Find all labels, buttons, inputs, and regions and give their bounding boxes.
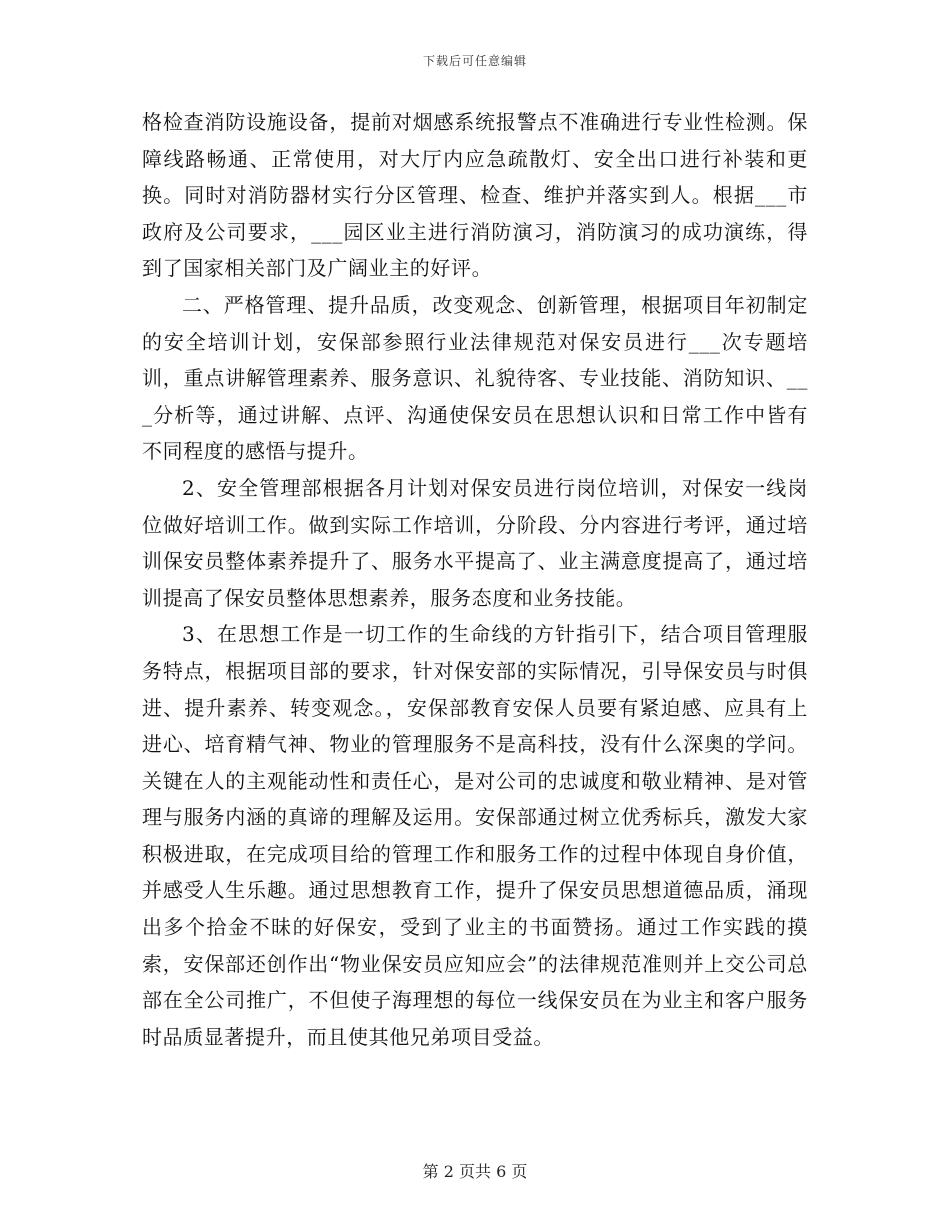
paragraph-strict-management: 二、严格管理、提升品质，改变观念、创新管理，根据项目年初制定的安全培训计划，安保部参照行业法律规范对保安员进行___次专题培训，重点讲解管理素养、服务意识、礼貌待客、专业技能、消防知识、___分析等，通过讲解、点评、沟通使保安员在思想认识和日常工作中皆有不同程度的感悟与提升。 <box>142 292 808 464</box>
paragraph-fire-inspection: 格检查消防设施设备，提前对烟感系统报警点不准确进行专业性检测。保障线路畅通、正常使用，对大厅内应急疏散灯、安全出口进行补装和更换。同时对消防器材实行分区管理、检查、维护并落实到人。根据___市政府及公司要求，___园区业主进行消防演习，消防演习的成功演练，得到了国家相关部门及广阔业主的好评。 <box>142 110 808 281</box>
paragraph-ideological-work: 3、在思想工作是一切工作的生命线的方针指引下，结合项目管理服务特点，根据项目部的要求，针对保安部的实际情况，引导保安员与时俱进、提升素养、转变观念。，安保部教育安保人员要有紧迫感、应具有上进心、培育精气神、物业的管理服务不是高科技，没有什么深奥的学问。关键在人的主观能动性和责任心，是对公司的忠诚度和敬业精神、是对管理与服务内涵的真谛的理解及运用。安保部通过树立优秀标兵，激发大家积极进取，在完成项目给的管理工作和服务工作的过程中体现自身价值，并感受人生乐趣。通过思想教育工作，提升了保安员思想道德品质，涌现出多个拾金不昧的好保安，受到了业主的书面赞扬。通过工作实践的摸索，安保部还创作出“物业保安员应知应会”的法律规范准则并上交公司总部在全公司推广，不但使子海理想的每位一线保安员在为业主和客户服务时品质显著提升，而且使其他兄弟项目受益。 <box>142 622 808 1049</box>
document-body <box>142 104 808 1055</box>
paragraph-post-training: 2、安全管理部根据各月计划对保安员进行岗位培训，对保安一线岗位做好培训工作。做到实际工作培训，分阶段、分内容进行考评，通过培训保安员整体素养提升了、服务水平提高了、业主满意度提高了，通过培训提高了保安员整体思想素养，服务态度和业务技能。 <box>142 475 808 610</box>
header-note: 下载后可任意编辑 <box>422 54 527 68</box>
page-number: 第 2 页共 6 页 <box>422 1162 528 1181</box>
